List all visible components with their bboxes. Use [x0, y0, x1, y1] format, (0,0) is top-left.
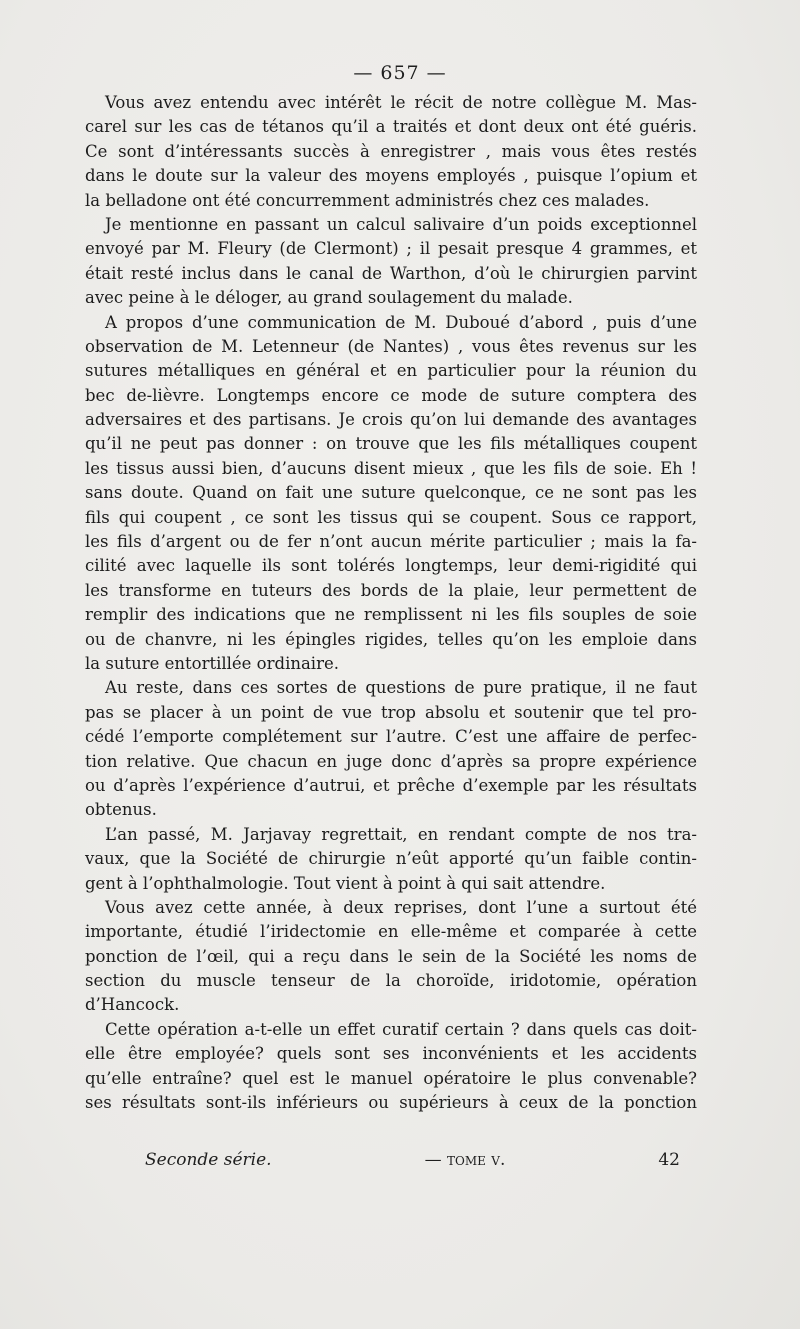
- text-line: qu’elle entraîne? quel est le manuel opératoire le plus convenable?: [85, 1068, 697, 1088]
- text-line: dans le doute sur la valeur des moyens employés , puisque l’opium et: [85, 166, 697, 186]
- text-line: qu’il ne peut pas donner : on trouve que les fils métalliques coupent: [85, 434, 697, 454]
- text-line: elle être employée? quels sont ses inconvénients et les accidents: [85, 1044, 697, 1064]
- text-line: sans doute. Quand on fait une suture quelconque, ce ne sont pas les: [85, 483, 697, 503]
- text-line: section du muscle tenseur de la choroïde, iridotomie, opération: [85, 971, 697, 991]
- text-line: bec de-lièvre. Longtemps encore ce mode de suture comptera des: [85, 385, 697, 405]
- body-text: [85, 91, 697, 1115]
- text-line: cilité avec laquelle ils sont tolérés longtemps, leur demi-rigidité qui: [85, 556, 697, 576]
- text-line: gent à l’ophthalmologie. Tout vient à point à qui sait attendre.: [85, 873, 606, 893]
- text-line: d’Hancock.: [85, 995, 180, 1015]
- text-line: carel sur les cas de tétanos qu’il a traités et dont deux ont été guéris.: [85, 117, 697, 137]
- text-line: les tissus aussi bien, d’aucuns disent mieux , que les fils de soie. Eh !: [85, 458, 697, 478]
- page-number: — 657 —: [353, 62, 447, 84]
- text-line: la belladone ont été concurremment administrés chez ces malades.: [85, 190, 650, 210]
- text-line: Vous avez cette année, à deux reprises, dont l’une a surtout été: [105, 897, 697, 917]
- text-line: ses résultats sont-ils inférieurs ou supérieurs à ceux de la ponction: [85, 1093, 697, 1113]
- text-line: Je mentionne en passant un calcul salivaire d’un poids exceptionnel: [105, 214, 697, 234]
- text-line: ponction de l’œil, qui a reçu dans le sein de la Société les noms de: [85, 946, 697, 966]
- text-line: envoyé par M. Fleury (de Clermont) ; il pesait presque 4 grammes, et: [85, 239, 697, 259]
- text-line: pas se placer à un point de vue trop absolu et soutenir que tel pro-: [85, 702, 697, 722]
- text-line: Vous avez entendu avec intérêt le récit de notre collègue M. Mas-: [105, 93, 697, 112]
- page-footer: [145, 1150, 680, 1170]
- text-line: la suture entortillée ordinaire.: [85, 653, 339, 673]
- text-line: observation de M. Letenneur (de Nantes) , vous êtes revenus sur les: [85, 336, 697, 356]
- text-line: remplir des indications que ne remplissent ni les fils souples de soie: [85, 605, 697, 625]
- text-line: adversaires et des partisans. Je crois qu’on lui demande des avantages: [85, 410, 697, 430]
- text-line: L’an passé, M. Jarjavay regrettait, en rendant compte de nos tra-: [105, 824, 697, 844]
- text-line: importante, étudié l’iridectomie en elle-même et comparée à cette: [85, 922, 697, 942]
- text-line: les fils d’argent ou de fer n’ont aucun mérite particulier ; mais la fa-: [85, 532, 697, 552]
- text-line: Au reste, dans ces sortes de questions de pure pratique, il ne faut: [105, 678, 697, 698]
- footer-tome: — tome v.: [424, 1150, 506, 1170]
- text-line: A propos d’une communication de M. Duboué d’abord , puis d’une: [105, 312, 697, 332]
- text-line: Ce sont d’intéressants succès à enregistrer , mais vous êtes restés: [85, 141, 697, 161]
- text-line: avec peine à le déloger, au grand soulagement du malade.: [85, 288, 573, 308]
- text-line: ou de chanvre, ni les épingles rigides, telles qu’on les emploie dans: [85, 629, 697, 649]
- text-line: cédé l’emporte complétement sur l’autre. C’est une affaire de perfec-: [85, 727, 697, 747]
- text-line: tion relative. Que chacun en juge donc d’après sa propre expérience: [85, 751, 697, 771]
- text-line: obtenus.: [85, 800, 157, 820]
- text-line: fils qui coupent , ce sont les tissus qui se coupent. Sous ce rapport,: [85, 507, 697, 527]
- text-line: sutures métalliques en général et en particulier pour la réunion du: [85, 361, 697, 381]
- footer-series: Seconde série.: [145, 1150, 272, 1170]
- text-line: était resté inclus dans le canal de Warthon, d’où le chirurgien parvint: [85, 263, 697, 283]
- footer-signature-mark: 42: [658, 1150, 680, 1170]
- text-line: les transforme en tuteurs des bords de la plaie, leur permettent de: [85, 580, 697, 600]
- text-line: ou d’après l’expérience d’autrui, et prêche d’exemple par les résultats: [85, 775, 697, 795]
- text-line: vaux, que la Société de chirurgie n’eût apporté qu’un faible contin-: [85, 849, 697, 869]
- text-line: Cette opération a-t-elle un effet curatif certain ? dans quels cas doit-: [105, 1019, 697, 1039]
